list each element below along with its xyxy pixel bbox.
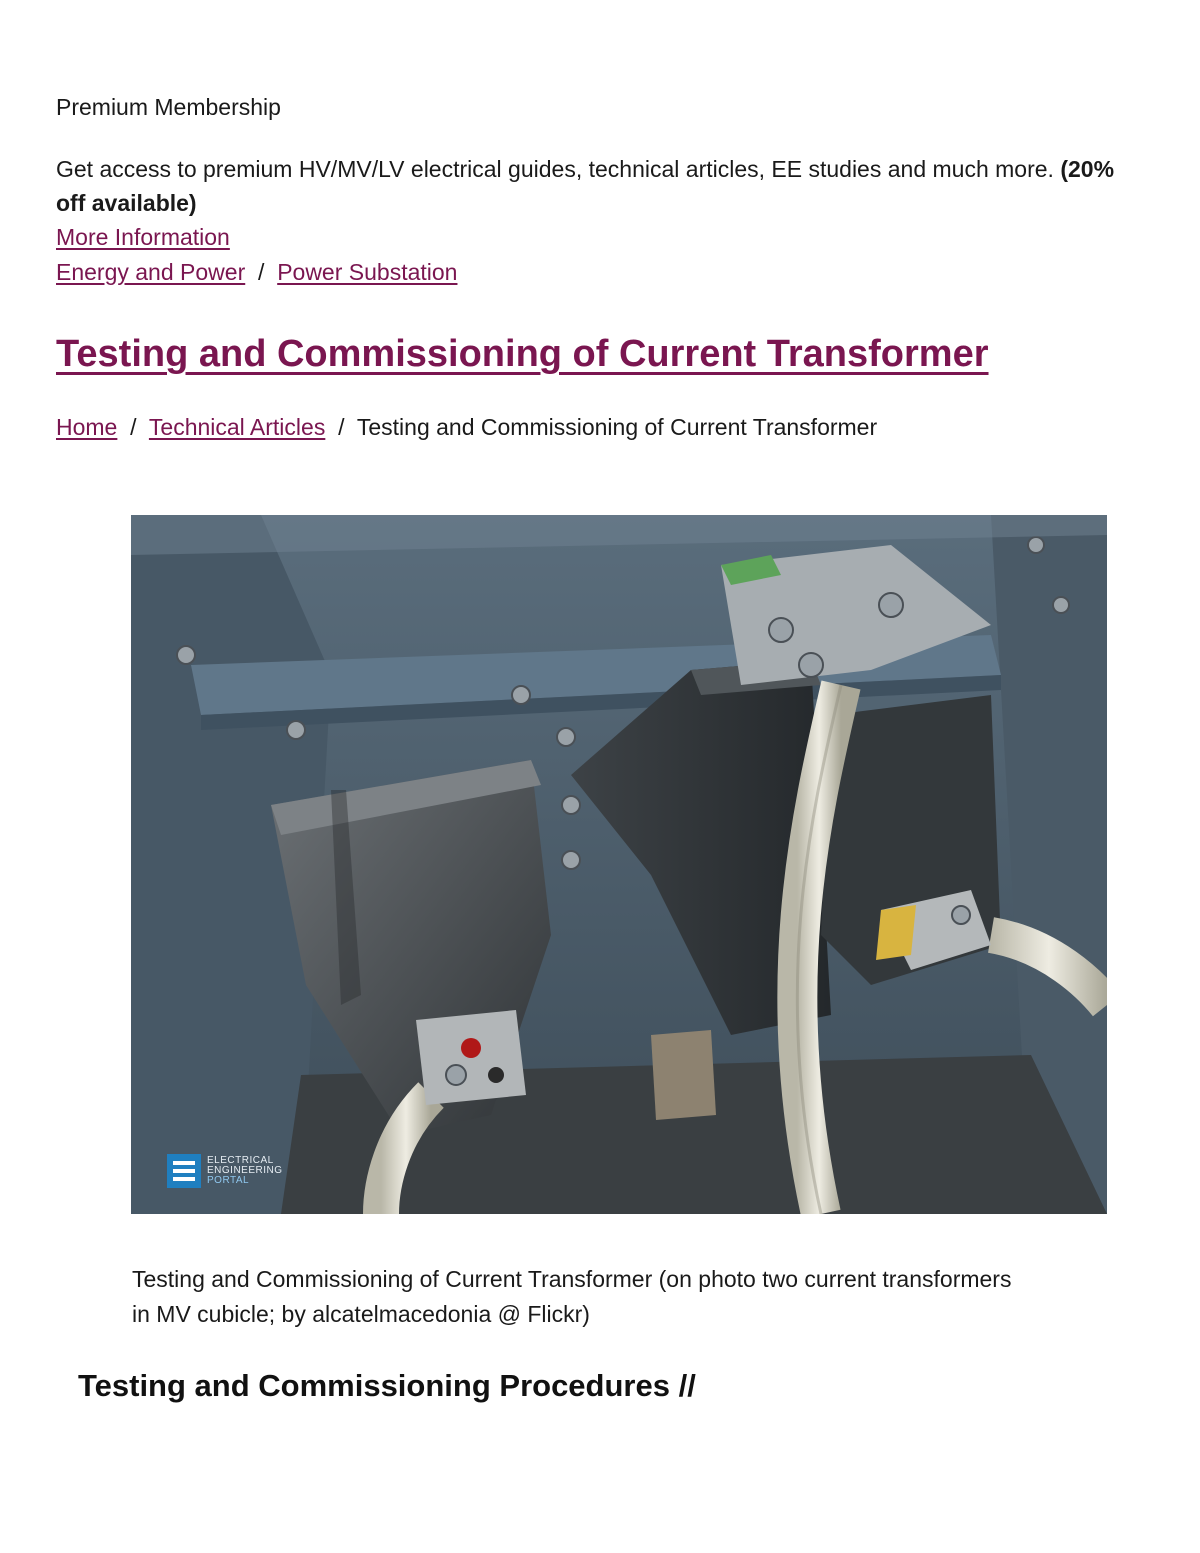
breadcrumb-separator: / (123, 414, 143, 440)
breadcrumb-technical-articles-link[interactable]: Technical Articles (148, 414, 326, 440)
current-transformer-photo (131, 515, 1107, 1214)
breadcrumb-separator: / (331, 414, 351, 440)
category-link-power-substation[interactable]: Power Substation (277, 259, 458, 285)
watermark-line-2: ENGINEERING (207, 1165, 283, 1176)
category-link-energy-power[interactable]: Energy and Power (56, 259, 246, 285)
breadcrumb-current: Testing and Commissioning of Current Transformer (356, 414, 878, 440)
watermark-line-1: ELECTRICAL (207, 1155, 274, 1166)
breadcrumb (56, 411, 877, 443)
article-title[interactable]: Testing and Commissioning of Current Transformer (56, 333, 989, 375)
watermark-text (207, 1156, 283, 1186)
breadcrumb-separator: / (251, 259, 271, 285)
breadcrumb-home-link[interactable]: Home (56, 414, 118, 440)
photo-caption: Testing and Commissioning of Current Transformer (on photo two current transformers in MV cubicle; by alcatelmacedonia @ Flickr) (132, 1266, 1012, 1327)
discount-note: (20% off available) (56, 156, 1115, 216)
watermark-line-3: PORTAL (207, 1175, 250, 1186)
membership-title: Premium Membership (56, 94, 281, 120)
photo-illustration (131, 515, 1107, 1214)
membership-description (56, 152, 1146, 220)
photo-watermark (167, 1154, 283, 1188)
membership-description-text: Get access to premium HV/MV/LV electrical guides, technical articles, EE studies and much more. (56, 156, 1054, 182)
section-heading: Testing and Commissioning Procedures // (78, 1368, 696, 1403)
more-information-link[interactable]: More Information (56, 224, 230, 250)
category-breadcrumb (56, 256, 457, 288)
more-information-row (56, 221, 230, 253)
eep-logo-icon (167, 1154, 201, 1188)
